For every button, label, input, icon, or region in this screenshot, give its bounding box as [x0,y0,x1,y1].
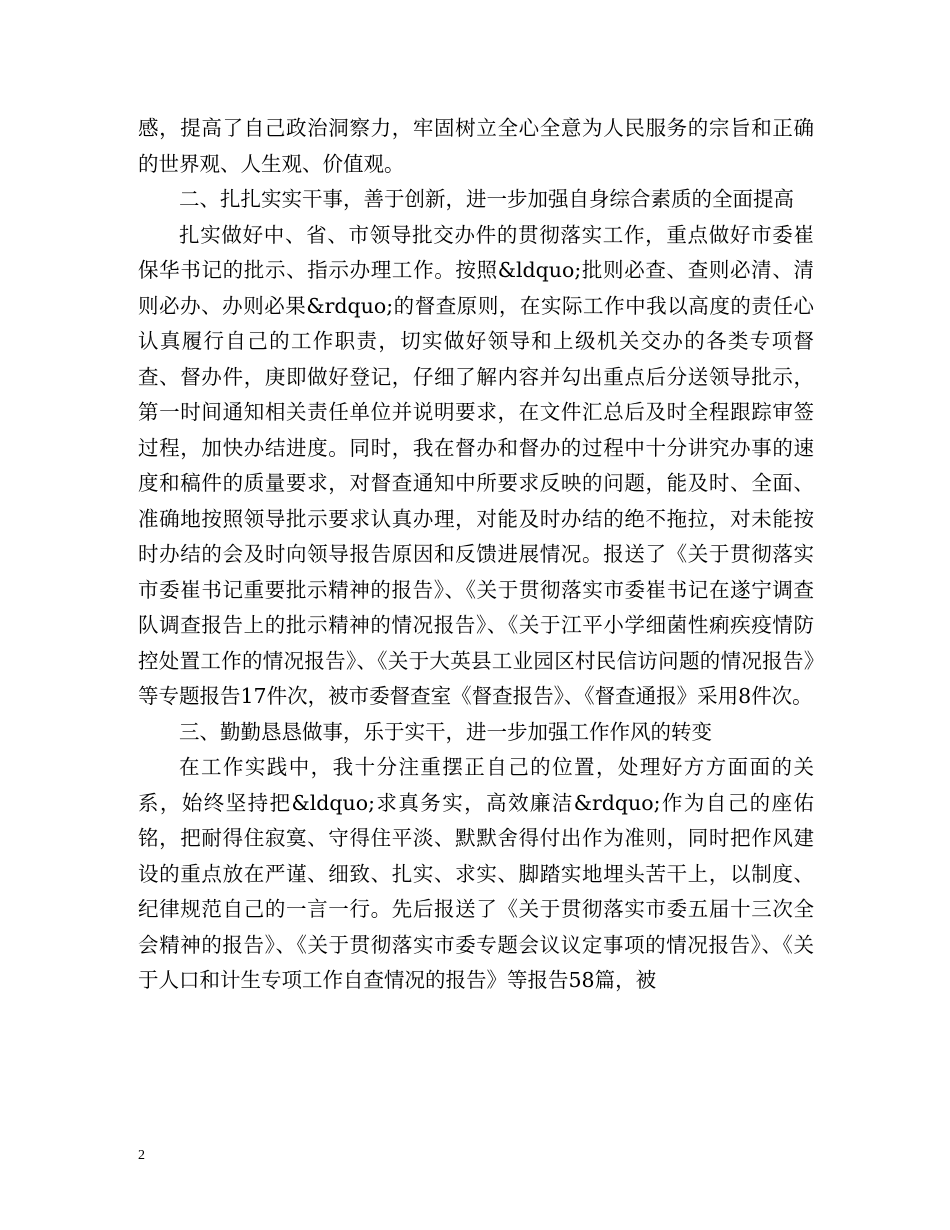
body-paragraph-continued: 感，提高了自己政治洞察力，牢固树立全心全意为人民服务的宗旨和正确的世界观、人生观、价值观。 [138,116,814,176]
page-number: 2 [138,1148,145,1163]
body-paragraph-work-style: 在工作实践中，我十分注重摆正自己的位置，处理好方方面面的关系，始终坚持把&ldquo;求真务实，高效廉洁&rdquo;作为自己的座佑铭，把耐得住寂寞、守得住平淡、默默舍得付出作为准则，同时把作风建设的重点放在严谨、细致、扎实、求实、脚踏实地埋头苦干上，以制度、纪律规范自己的一言一行。先后报送了《关于贯彻落实市委五届十三次全会精神的报告》、《关于贯彻落实市委专题会议议定事项的情况报告》、《关于人口和计生专项工作自查情况的报告》等报告58篇，被 [138,755,814,992]
document-body [138,111,814,999]
body-paragraph-supervision: 扎实做好中、省、市领导批交办件的贯彻落实工作，重点做好市委崔保华书记的批示、指示办理工作。按照&ldquo;批则必查、查则必清、清则必办、办则必果&rdquo;的督查原则，在实际工作中我以高度的责任心认真履行自己的工作职责，切实做好领导和上级机关交办的各类专项督查、督办件，庚即做好登记，仔细了解内容并勾出重点后分送领导批示，第一时间通知相关责任单位并说明要求，在文件汇总后及时全程跟踪审签过程，加快办结进度。同时，我在督办和督办的过程中十分讲究办事的速度和稿件的质量要求，对督查通知中所要求反映的问题，能及时、全面、准确地按照领导批示要求认真办理，对能及时办结的绝不拖拉，对未能按时办结的会及时向领导报告原因和反馈进展情况。报送了《关于贯彻落实市委崔书记重要批示精神的报告》、《关于贯彻落实市委崔书记在遂宁调查队调查报告上的批示精神的情况报告》、《关于江平小学细菌性痢疾疫情防控处置工作的情况报告》、《关于大英县工业园区村民信访问题的情况报告》等专题报告17件次，被市委督查室《督查报告》、《督查通报》采用8件次。 [138,222,814,708]
section-heading-2: 二、扎扎实实干事，善于创新，进一步加强自身综合素质的全面提高 [179,187,794,211]
section-heading-3: 三、勤勤恳恳做事，乐于实干，进一步加强工作作风的转变 [179,719,712,744]
